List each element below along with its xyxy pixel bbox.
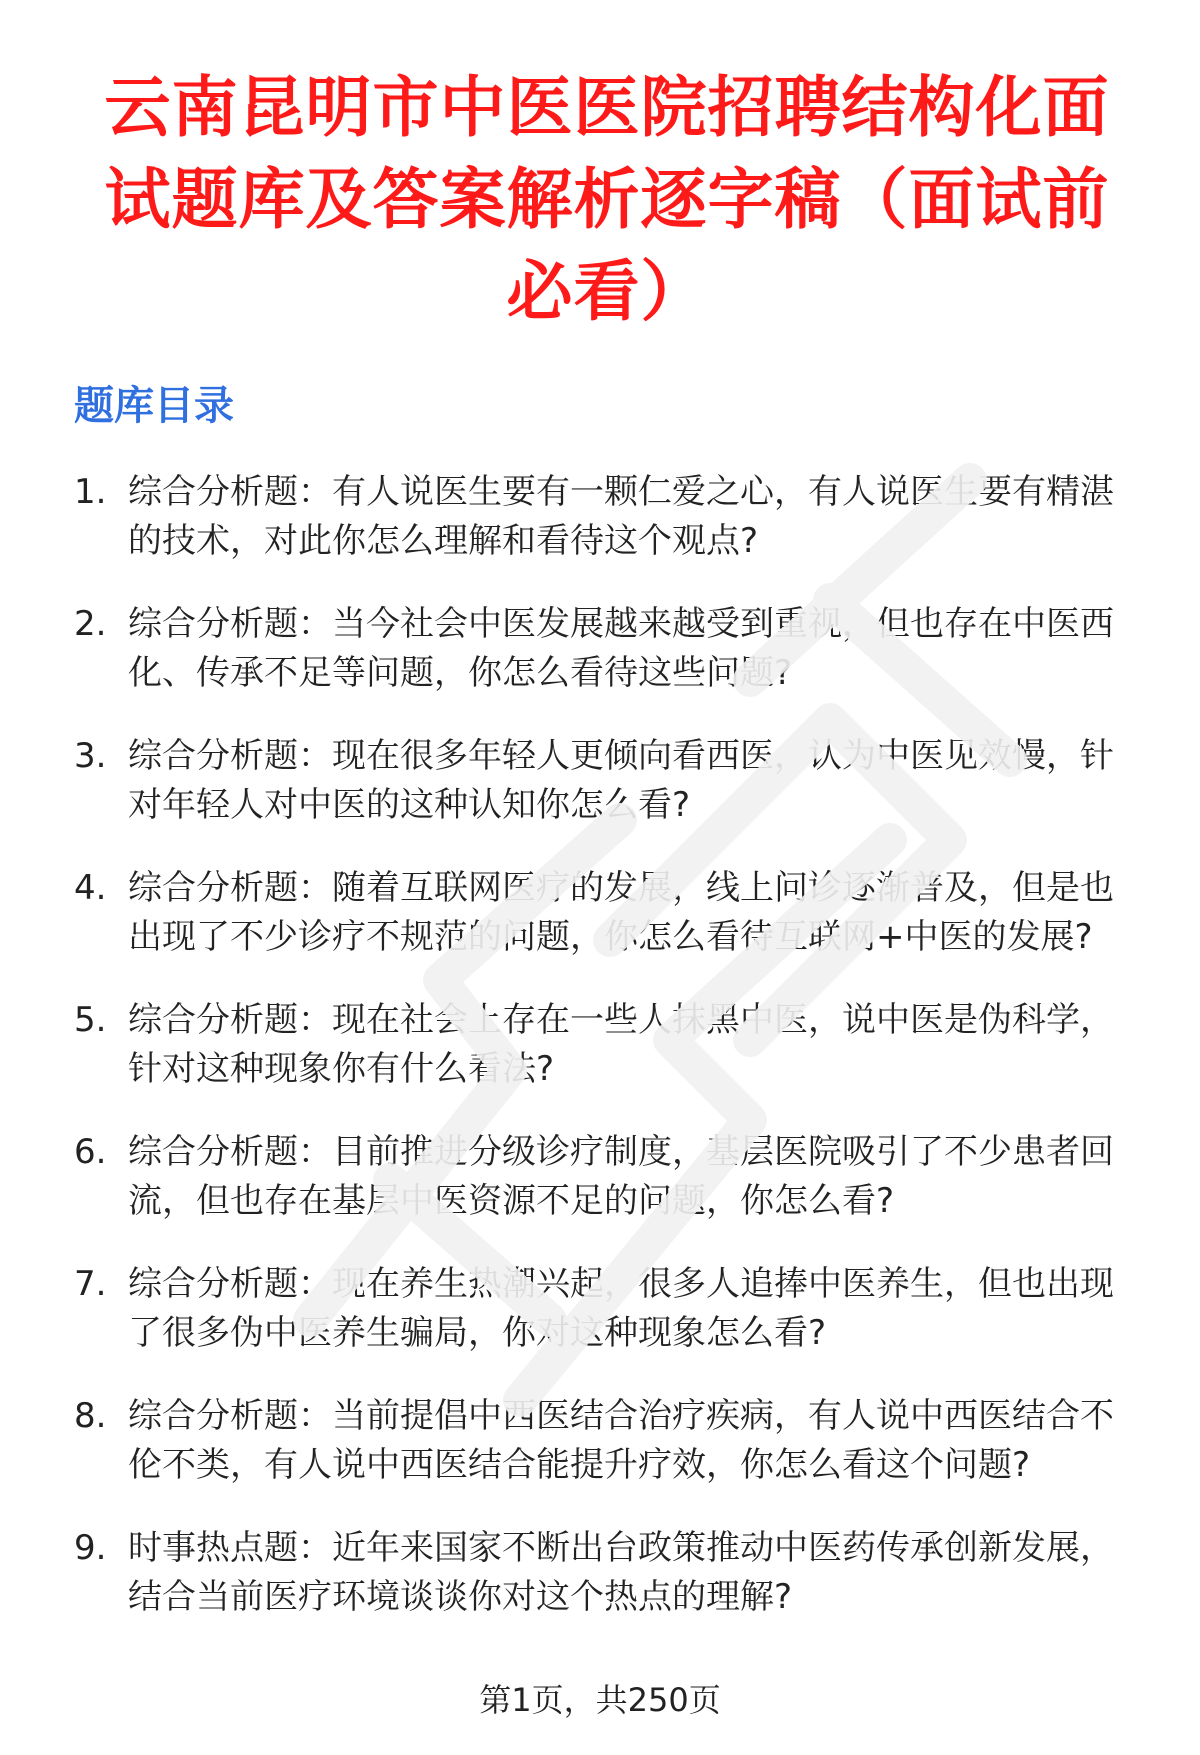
question-text: 综合分析题：现在养生热潮兴起，很多人追捧中医养生，但也出现了很多伪中医养生骗局，你对这种现象怎么看? bbox=[128, 1264, 1114, 1353]
list-item bbox=[74, 996, 1134, 1094]
list-item bbox=[74, 1524, 1134, 1622]
question-list bbox=[74, 468, 1134, 1622]
question-number: 2. bbox=[74, 604, 107, 644]
list-item bbox=[74, 600, 1134, 698]
question-number: 4. bbox=[74, 868, 107, 908]
question-number: 8. bbox=[74, 1396, 107, 1436]
list-item bbox=[74, 1260, 1134, 1358]
question-text: 综合分析题：现在社会上存在一些人抹黑中医，说中医是伪科学，针对这种现象你有什么看法? bbox=[128, 1000, 1114, 1089]
question-text: 综合分析题：当前提倡中西医结合治疗疾病，有人说中西医结合不伦不类，有人说中西医结合能提升疗效，你怎么看这个问题? bbox=[128, 1396, 1114, 1485]
question-number: 5. bbox=[74, 1000, 107, 1040]
question-number: 7. bbox=[74, 1264, 107, 1304]
list-item bbox=[74, 468, 1134, 566]
question-text: 时事热点题：近年来国家不断出台政策推动中医药传承创新发展，结合当前医疗环境谈谈你对这个热点的理解? bbox=[128, 1528, 1114, 1617]
list-item bbox=[74, 1392, 1134, 1490]
list-item bbox=[74, 732, 1134, 830]
question-text: 综合分析题：随着互联网医疗的发展，线上问诊逐渐普及，但是也出现了不少诊疗不规范的问题，你怎么看待互联网+中医的发展? bbox=[128, 868, 1114, 957]
question-text: 综合分析题：有人说医生要有一颗仁爱之心，有人说医生要有精湛的技术，对此你怎么理解和看待这个观点? bbox=[128, 472, 1114, 561]
list-item bbox=[74, 864, 1134, 962]
list-item bbox=[74, 1128, 1134, 1226]
question-text: 综合分析题：当今社会中医发展越来越受到重视，但也存在中医西化、传承不足等问题，你怎么看待这些问题? bbox=[128, 604, 1114, 693]
page-footer: 第1页，共250页 bbox=[479, 1681, 721, 1719]
question-number: 3. bbox=[74, 736, 107, 776]
question-number: 9. bbox=[74, 1528, 107, 1568]
question-text: 综合分析题：现在很多年轻人更倾向看西医，认为中医见效慢，针对年轻人对中医的这种认知你怎么看? bbox=[128, 736, 1114, 825]
question-text: 综合分析题：目前推进分级诊疗制度，基层医院吸引了不少患者回流，但也存在基层中医资源不足的问题，你怎么看? bbox=[128, 1132, 1114, 1221]
question-number: 1. bbox=[74, 472, 107, 512]
question-number: 6. bbox=[74, 1132, 107, 1172]
document-title: 云南昆明市中医医院招聘结构化面试题库及答案解析逐字稿（面试前必看） bbox=[104, 69, 1110, 330]
section-heading: 题库目录 bbox=[74, 383, 234, 429]
